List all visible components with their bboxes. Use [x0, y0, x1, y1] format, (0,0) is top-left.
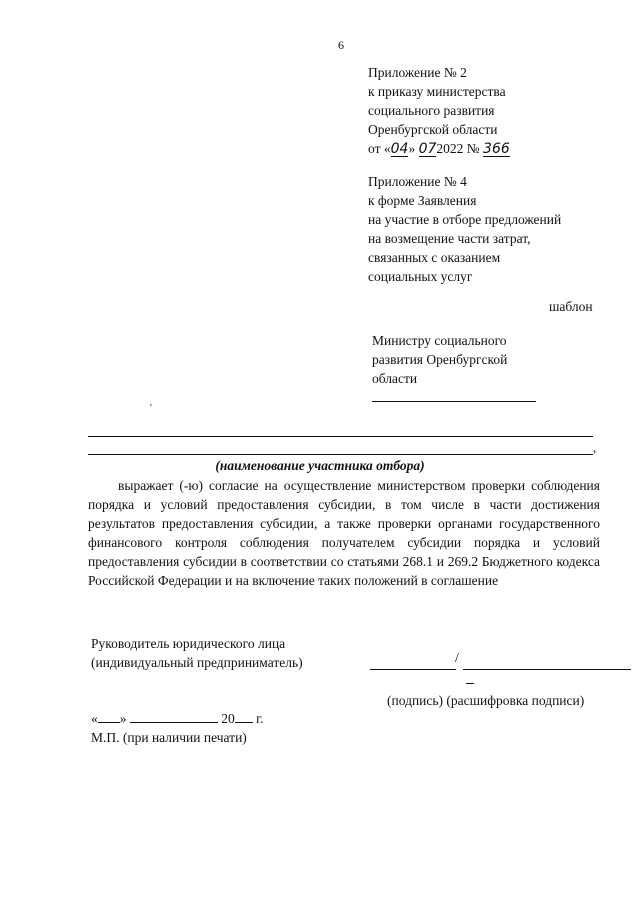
addressee-blank-line	[372, 401, 536, 402]
signatory-line-1: Руководитель юридического лица	[91, 636, 286, 651]
applicant-name-line-2	[88, 454, 593, 455]
order-date-day: 04	[390, 141, 409, 157]
appendix-2-line: Приложение № 2	[368, 65, 467, 80]
signature-decoding-line	[463, 669, 631, 670]
template-label: шаблон	[549, 299, 593, 314]
addressee-line: развития Оренбургской	[372, 352, 508, 367]
appendix-4-line: на возмещение части затрат,	[368, 231, 531, 246]
scan-speck: '	[150, 403, 152, 414]
date-suffix: г.	[256, 711, 264, 726]
appendix-2-line: социального развития	[368, 103, 495, 118]
appendix-2-line: Оренбургской области	[368, 122, 498, 137]
signature-slash: /	[455, 651, 459, 666]
date-close-quote: »	[119, 711, 127, 726]
order-date-month: 07	[418, 141, 437, 157]
appendix-4-line: социальных услуг	[368, 269, 473, 284]
order-date-mid: »	[408, 141, 416, 156]
appendix-4-line: Приложение № 4	[368, 174, 467, 189]
date-year-prefix: 20	[221, 711, 235, 726]
scan-dash	[466, 683, 474, 684]
order-number: 366	[483, 141, 510, 157]
signatory-line-2: (индивидуальный предприниматель)	[91, 655, 303, 670]
appendix-2-block	[368, 63, 510, 158]
order-date-line	[368, 139, 510, 158]
signatory-label	[91, 634, 303, 672]
date-month-blank	[130, 709, 218, 723]
appendix-4-line: на участие в отборе предложений	[368, 212, 562, 227]
page-number: 6	[338, 38, 344, 52]
addressee-line: области	[372, 371, 418, 386]
signature-caption: (подпись) (расшифровка подписи)	[387, 693, 585, 708]
appendix-2-line: к приказу министерства	[368, 84, 506, 99]
appendix-4-line: к форме Заявления	[368, 193, 477, 208]
signature-line	[370, 669, 456, 670]
addressee-block	[372, 331, 507, 388]
date-open-quote: «	[91, 711, 98, 726]
consent-paragraph	[88, 476, 600, 590]
consent-text: выражает (-ю) согласие на осуществление министерством проверки соблюдения порядка и условий предоставления субсидии, в том числе в части достижения результатов предоставления субсидии, а также проверки органами государственного финансового контроля соблюдения получателем субсидии порядка и условий предоставления субсидии в соответствии со статьями 268.1 и 269.2 Бюджетного кодекса Российской Федерации и на включение таких положений в соглашение	[88, 478, 600, 588]
order-date-prefix: от «	[368, 141, 391, 156]
applicant-name-caption: (наименование участника отбора)	[215, 458, 425, 473]
date-day-blank	[98, 709, 120, 723]
stamp-note: М.П. (при наличии печати)	[91, 730, 247, 745]
appendix-4-line: связанных с оказанием	[368, 250, 501, 265]
addressee-line: Министру социального	[372, 333, 507, 348]
order-date-year: 2022 №	[436, 141, 480, 156]
appendix-4-block	[368, 172, 561, 286]
date-line	[91, 709, 264, 728]
date-block	[91, 709, 264, 747]
applicant-name-line-1	[88, 436, 593, 437]
applicant-comma: ,	[593, 440, 597, 455]
date-year-blank	[235, 709, 253, 723]
